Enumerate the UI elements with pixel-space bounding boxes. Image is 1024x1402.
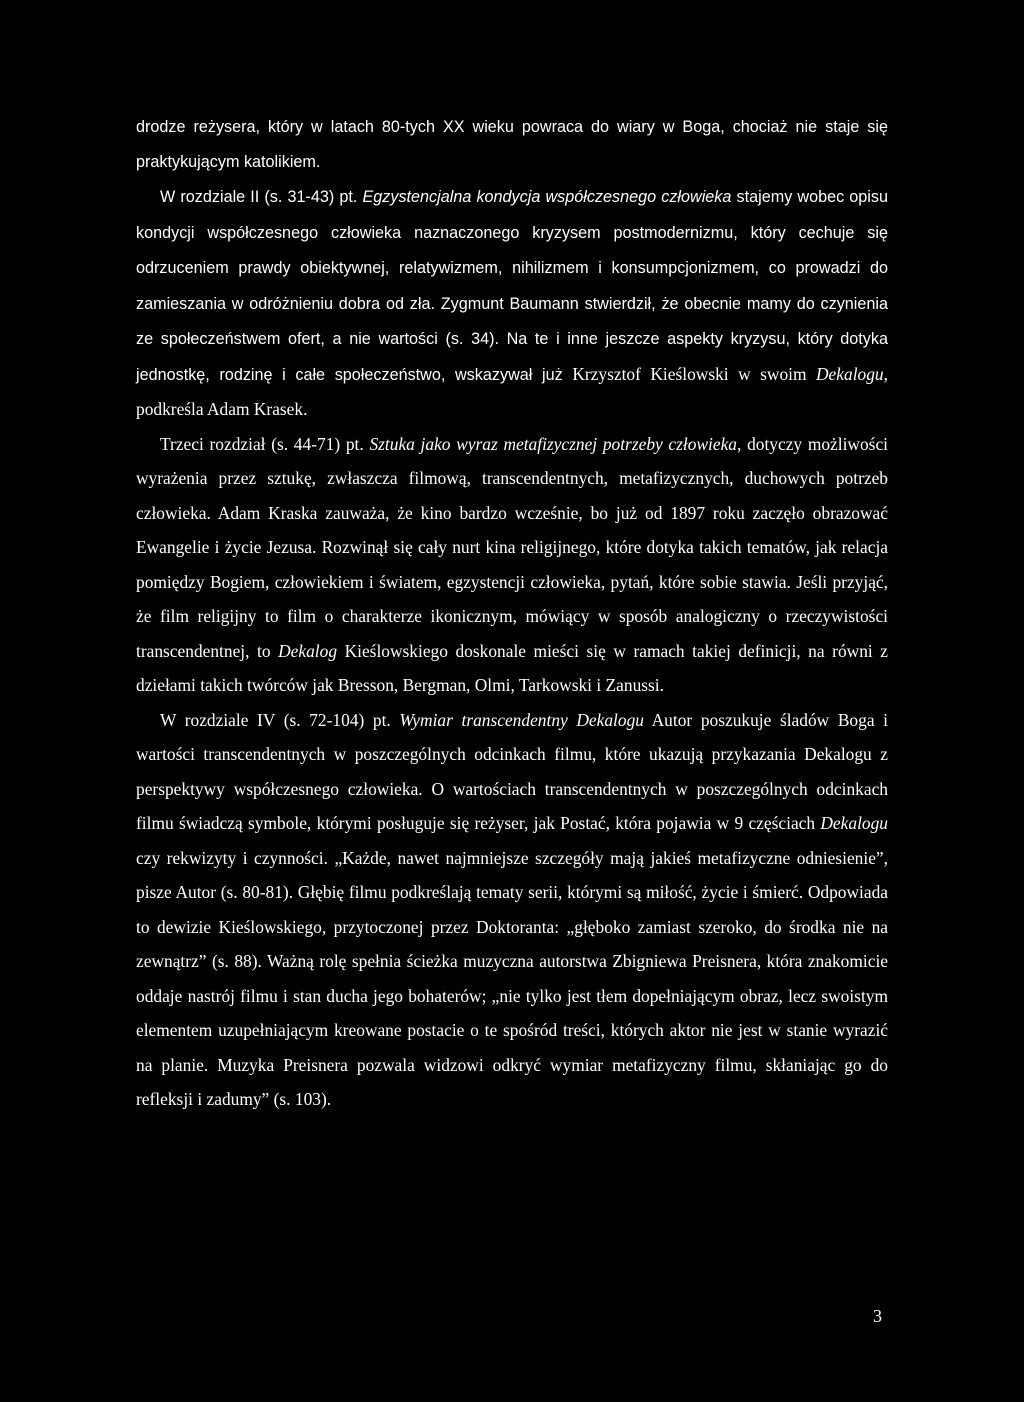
paragraph-3-text: , dotyczy możliwości wyrażenia przez sztukę, zwłaszcza filmową, transcendentnych, metafizycznych, duchowych potrzeb człowieka. Adam Kraska zauważa, że kino bardzo wcześnie, bo już od 1897 roku zaczęło obrazować Ewangelie i życie Jezusa. Rozwinął się cały nurt kina religijnego, które dotyka takich tematów, jak relacja pomiędzy Bogiem, człowiekiem i światem, egzystencji człowieka, pytań, które sobie stawia. Jeśli przyjąć, że film religijny to film o charakterze ikonicznym, mówiący w sposób analogiczny o rzeczywistości transcendentnej, to xyxy=(136,433,888,661)
paragraph-4-lead: W rozdziale IV (s. 72-104) pt. xyxy=(160,709,400,730)
paragraph-3-title: Sztuka jako wyraz metafizycznej potrzeby człowieka xyxy=(369,433,738,454)
paragraph-4-title: Wymiar transcendentny Dekalogu xyxy=(399,709,644,730)
paragraph-2-text: stajemy wobec opisu kondycji współczesnego człowieka naznaczonego kryzysem postmodernizmu, który cechuje się odrzuceniem prawdy obiektywnej, relatywizmem, nihilizmem i konsumpcjonizmem, co prowadzi do zamieszania w odróżnieniu dobra od zła. Zygmunt Baumann stwierdził, że obecnie mamy do czynienia ze społeczeństwem ofert, a nie wartości (s. 34). Na te i inne jeszcze aspekty kryzysu, który dotyka jednostkę, rodzinę i całe społeczeństwo, wskazywał już xyxy=(136,188,888,384)
paragraph-2 xyxy=(136,179,888,427)
page-number: 3 xyxy=(873,1306,882,1326)
paragraph-2-title-2: Dekalogu xyxy=(816,363,884,384)
paragraph-1-text: drodze reżysera, który w latach 80-tych XX wieku powraca do wiary w Boga, chociaż nie staje się praktykującym katolikiem. xyxy=(136,118,888,171)
paragraph-3-title-2: Dekalog xyxy=(278,640,338,661)
paragraph-3 xyxy=(136,427,888,703)
paragraph-3-lead: Trzeci rozdział (s. 44-71) pt. xyxy=(160,433,370,454)
paragraph-4 xyxy=(136,703,888,1117)
paragraph-2-title: Egzystencjalna kondycja współczesnego człowieka xyxy=(362,188,732,206)
paragraph-4-text: Autor poszukuje śladów Boga i wartości transcendentnych w poszczególnych odcinkach filmu, które ukazują przykazania Dekalogu z perspektywy współczesnego człowieka. O wartościach transcendentnych w poszczególnych odcinkach filmu świadczą symbole, którymi posługuje się reżyser, jak Postać, która pojawia w 9 częściach xyxy=(136,709,888,833)
paragraph-2-lead: W rozdziale II (s. 31-43) pt. xyxy=(160,188,363,206)
document-page xyxy=(136,110,888,1117)
paragraph-3-tail: Kieślowskiego doskonale mieści się w ramach takiej definicji, na równi z dziełami takich twórców jak Bresson, Bergman, Olmi, Tarkowski i Zanussi. xyxy=(136,640,888,695)
paragraph-4-tail: czy rekwizyty i czynności. „Każde, nawet najmniejsze szczegóły mają jakieś metafizyczne odniesienie”, pisze Autor (s. 80-81). Głębię filmu podkreślają tematy serii, którymi są miłość, życie i śmierć. Odpowiada to dewizie Kieślowskiego, przytoczonej przez Doktoranta: „głęboko zamiast szeroko, do środka nie na zewnątrz” (s. 88). Ważną rolę spełnia ścieżka muzyczna autorstwa Zbigniewa Preisnera, która znakomicie oddaje nastrój filmu i stan ducha jego bohaterów; „nie tylko jest tłem dopełniającym obraz, lecz swoistym elementem uzupełniającym kreowane postacie o te spośród treści, których aktor nie jest w stanie wyrazić na planie. Muzyka Preisnera pozwala widzowi odkryć wymiar metafizyczny filmu, skłaniając go do refleksji i zadumy” (s. 103). xyxy=(136,847,888,1109)
paragraph-2-tail-a: Krzysztof Kieślowski w swoim xyxy=(572,363,816,384)
paragraph-4-title-2: Dekalogu xyxy=(820,813,888,833)
paragraph-1 xyxy=(136,110,888,179)
paragraph-2-tail-b: , podkreśla Adam Krasek. xyxy=(136,363,888,419)
